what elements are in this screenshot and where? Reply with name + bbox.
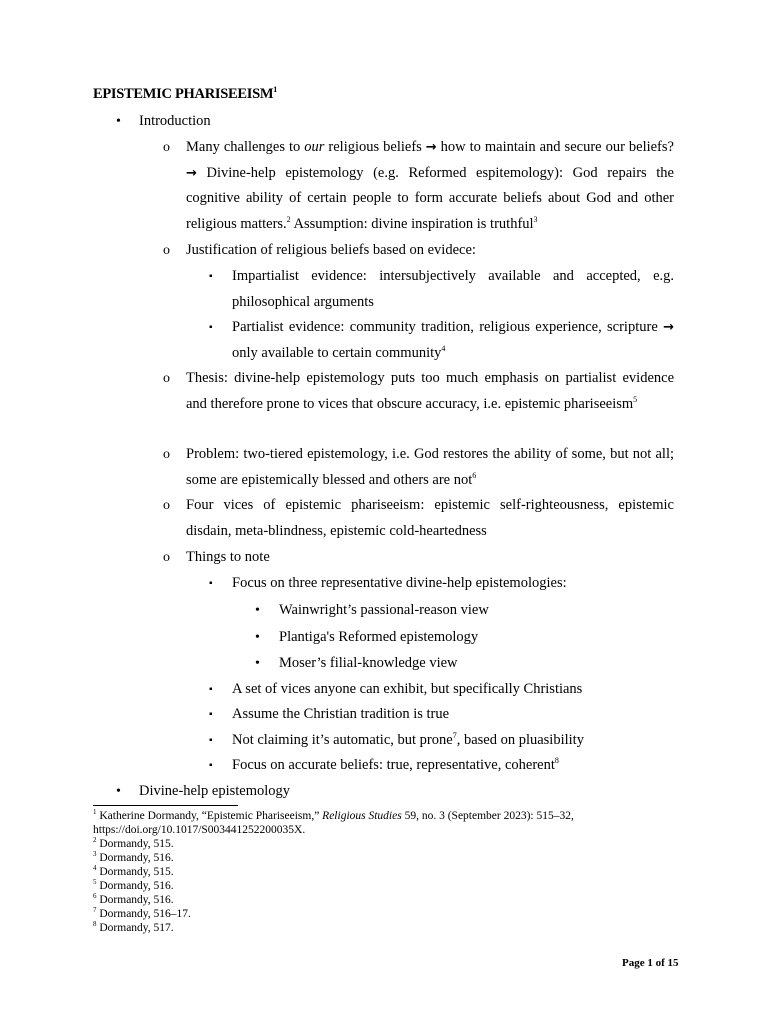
bullet-l3: ▪	[209, 578, 213, 589]
section-divine-help: Divine-help epistemology	[139, 783, 291, 799]
footnote-ref-6[interactable]: 6	[472, 470, 477, 480]
bullet-l2: o	[163, 498, 170, 513]
list-item-problem: Problem: two-tiered epistemology, i.e. God restores the ability of some, but not all; some are epistemically blessed and others are not$^6$	[186, 446, 674, 488]
footnote-7: $^7$ Dormandy, 516–17.	[93, 906, 191, 920]
footnote-2: $^2$ Dormandy, 515.	[93, 836, 174, 850]
bullet-l4: •	[255, 656, 260, 671]
bullet-l2: o	[163, 140, 170, 155]
list-item-plantiga: Plantiga's Reformed epistemology	[279, 629, 479, 645]
footnote-3: $^3$ Dormandy, 516.	[93, 850, 174, 864]
list-item-wainwright: Wainwright’s passional-reason view	[279, 602, 489, 618]
arrow-icon: →	[186, 165, 197, 181]
footnote-ref-3[interactable]: 3	[533, 214, 538, 224]
arrow-icon: →	[425, 140, 437, 155]
bullet-l3: ▪	[209, 684, 213, 695]
list-item-impartialist: Impartialist evidence: intersubjectively available and accepted, e.g. philosophical arguments	[232, 268, 674, 310]
list-item-four-vices: Four vices of epistemic phariseeism: epistemic self-righteousness, epistemic disdain, meta-blindness, epistemic cold-heartedness	[186, 497, 674, 539]
bullet-l2: o	[163, 371, 170, 386]
list-item-set-of-vices: A set of vices anyone can exhibit, but specifically Christians	[232, 681, 583, 697]
list-item-thesis: Thesis: divine-help epistemology puts too much emphasis on partialist evidence and therefore prone to vices that obscure accuracy, i.e. epistemic phariseeism$^5$	[186, 370, 674, 412]
page-title: EPISTEMIC PHARISEEISM$^1$	[93, 85, 277, 102]
list-item-focus-three: Focus on three representative divine-help epistemologies:	[232, 575, 567, 591]
footnote-1-doi-link[interactable]: https://doi.org/10.1017/S003441252200035X.	[93, 824, 306, 836]
list-item-partialist: Partialist evidence: community tradition, religious experience, scripture → only available to certain community$^4$	[232, 319, 674, 361]
footnote-6: $^6$ Dormandy, 516.	[93, 892, 174, 906]
footnote-1: $^1$ Katherine Dormandy, “Epistemic Phariseeism,” Religious Studies 59, no. 3 (September 2023): 515–32,	[93, 808, 574, 822]
bullet-l2: o	[163, 447, 170, 462]
footnote-ref-4[interactable]: 4	[441, 343, 446, 353]
bullet-l3: ▪	[209, 760, 213, 771]
list-item-accurate-beliefs: Focus on accurate beliefs: true, representative, coherent$^8$	[232, 756, 559, 773]
bullet-l2: o	[163, 550, 170, 565]
footnote-separator	[93, 805, 238, 806]
footnote-5: $^5$ Dormandy, 516.	[93, 878, 174, 892]
bullet-l1: •	[116, 784, 121, 799]
bullet-l4: •	[255, 603, 260, 618]
footnote-4: $^4$ Dormandy, 515.	[93, 864, 174, 878]
list-item-justification: Justification of religious beliefs based on evidece:	[186, 242, 476, 258]
list-item-challenges: Many challenges to our religious beliefs → how to maintain and secure our beliefs? → Divine-help epistemology (e.g. Reformed espitemology): God repairs the cognitive ability of certain people to form accurate beliefs about God and other religious matters.$^2$ Assumption: divine inspiration is truthful$^3$	[186, 139, 674, 232]
bullet-l3: ▪	[209, 735, 213, 746]
footnote-ref-1[interactable]: 1	[273, 85, 277, 95]
footnote-ref-8[interactable]: 8	[554, 756, 559, 766]
bullet-l3: ▪	[209, 709, 213, 720]
footnote-8: $^8$ Dormandy, 517.	[93, 920, 174, 934]
footnote-ref-2[interactable]: 2	[286, 214, 291, 224]
list-item-moser: Moser’s filial-knowledge view	[279, 655, 458, 671]
list-item-not-automatic: Not claiming it’s automatic, but prone$^7$, based on pluasibility	[232, 731, 584, 748]
section-introduction: Introduction	[139, 113, 211, 129]
page-number: Page 1 of 15	[622, 957, 679, 969]
list-item-things-to-note: Things to note	[186, 549, 270, 565]
bullet-l3: ▪	[209, 322, 213, 333]
footnote-ref-5[interactable]: 5	[633, 394, 638, 404]
bullet-l1: •	[116, 114, 121, 129]
bullet-l2: o	[163, 243, 170, 258]
bullet-l3: ▪	[209, 271, 213, 282]
footnote-ref-7[interactable]: 7	[452, 731, 457, 741]
list-item-assume: Assume the Christian tradition is true	[232, 706, 450, 722]
arrow-icon: →	[663, 320, 674, 335]
bullet-l4: •	[255, 630, 260, 645]
